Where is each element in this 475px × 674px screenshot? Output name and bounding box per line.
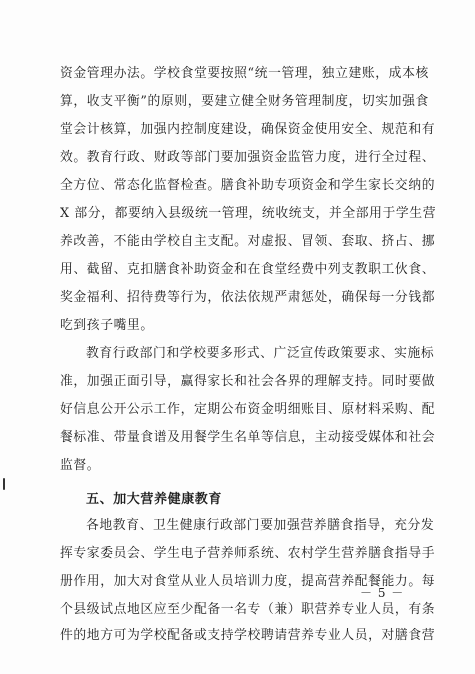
paragraph-2-line-2: 准，加强正面引导，赢得家长和社会各界的理解支持。同时要做 — [60, 374, 436, 389]
paragraph-1-line-4: 效。教育行政、财政等部门要加强资金监管力度，进行全过程、 — [60, 150, 436, 165]
paragraph-1-line-2: 算，收支平衡”的原则，要建立健全财务管理制度，切实加强食 — [60, 94, 429, 109]
paragraph-3-line-3: 册作用，加大对食堂从业人员培训力度，提高营养配餐能力。每 — [60, 574, 436, 589]
paragraph-1-line-3: 堂会计核算，加强内控制度建设，确保资金使用安全、规范和有 — [60, 122, 436, 137]
paragraph-3-line-5: 件的地方可为学校配备或支持学校聘请营养专业人员，对膳食营 — [60, 628, 436, 643]
paragraph-2-line-4: 餐标准、带量食谱及用餐学生名单等信息，主动接受媒体和社会 — [60, 430, 436, 445]
paragraph-2-line-3: 好信息公开公示工作，定期公布资金明细账目、原材料采购、配 — [60, 402, 436, 417]
paragraph-3-line-4: 个县级试点地区应至少配备一名专（兼）职营养专业人员，有条 — [60, 602, 436, 617]
paragraph-1-line-5: 全方位、常态化监督检查。膳食补助专项资金和学生家长交纳的 — [60, 178, 436, 193]
paragraph-2-line-1: 教育行政部门和学校要多形式、广泛宣传政策要求、实施标 — [86, 346, 435, 361]
paragraph-1-line-1: 资金管理办法。学校食堂要按照“统一管理，独立建账，成本核 — [60, 66, 429, 81]
binding-mark — [3, 478, 5, 490]
paragraph-1-line-9: 奖金福利、招待费等行为，依法依规严肃惩处，确保每一分钱都 — [60, 290, 436, 305]
paragraph-3-line-1: 各地教育、卫生健康行政部门要加强营养膳食指导，充分发 — [86, 518, 435, 533]
paragraph-2-line-5: 监督。 — [60, 458, 101, 473]
paragraph-1-line-8: 用、截留、克扣膳食补助资金和在食堂经费中列支教职工伙食、 — [60, 262, 436, 277]
page-number: － 5 － — [360, 586, 405, 600]
paragraph-3-line-2: 挥专家委员会、学生电子营养师系统、农村学生营养膳食指导手 — [60, 546, 436, 561]
paragraph-1-line-7: 养改善，不能由学校自主支配。对虚报、冒领、套取、挤占、挪 — [60, 234, 436, 249]
section-heading: 五、加大营养健康教育 — [86, 492, 223, 507]
paragraph-1-line-6: X 部分，都要纳入县级统一管理，统收统支，并全部用于学生营 — [60, 206, 437, 221]
paragraph-1-line-10: 吃到孩子嘴里。 — [60, 318, 154, 333]
